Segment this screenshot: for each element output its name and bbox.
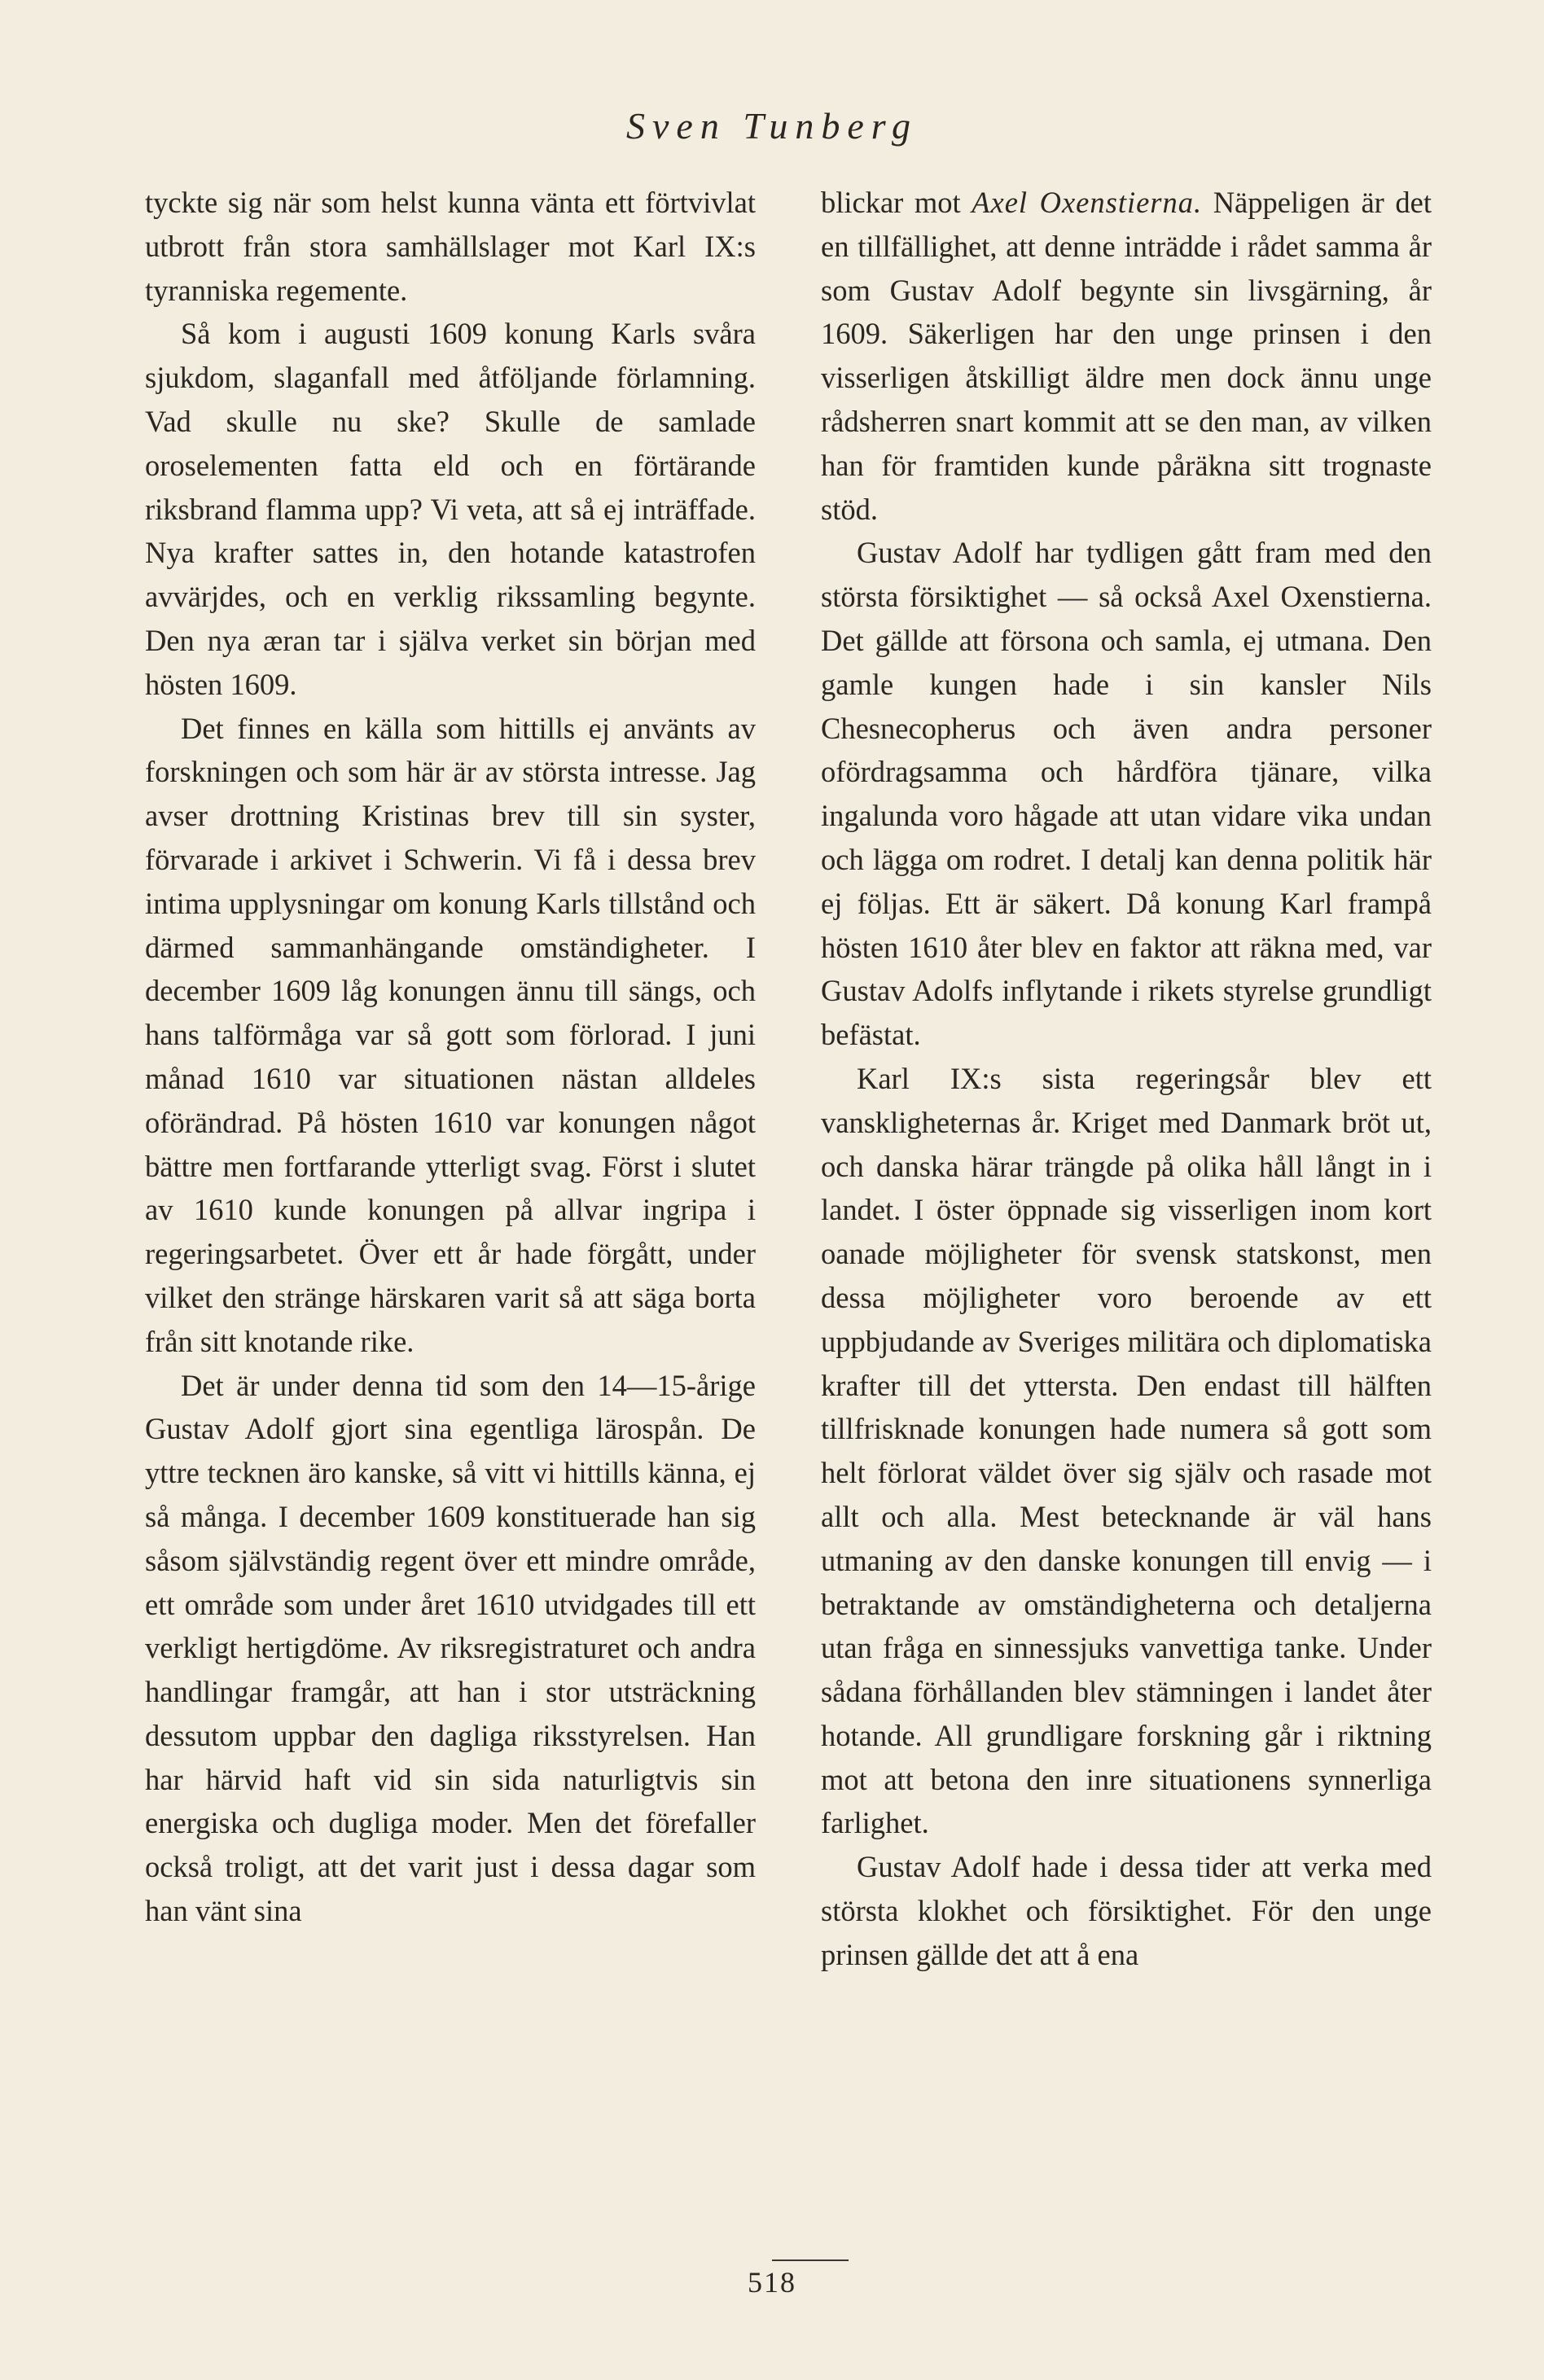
right-paragraph-1-start: blickar mot	[821, 186, 972, 219]
right-paragraph-2: Gustav Adolf har tydligen gått fram med den största försiktighet — så också Axel Oxenstierna. Det gällde att försona och samla, ej utmana. Den gamle kungen hade i sin kansler Nils Chesnecopherus och även andra personer ofördragsamma och hårdföra tjänare, vilka ingalunda voro hågade att utan vidare vika undan och lägga om rodret. I detalj kan denna politik här ej följas. Ett är säkert. Då konung Karl frampå hösten 1610 åter blev en faktor att räkna med, var Gustav Adolfs inflytande i rikets styrelse grundligt befästat.	[821, 536, 1432, 1052]
right-paragraph-1-rest: Näppeligen är det en tillfällighet, att denne inträdde i rådet samma år som Gustav Adolf begynte sin livsgärning, år 1609. Säkerligen har den unge prinsen i den visserligen åtskilligt äldre men dock ännu unge rådsherren snart kommit att se den man, av vilken han för framtiden kunde påräkna sitt trognaste stöd.	[821, 186, 1432, 526]
left-paragraph-2: Så kom i augusti 1609 konung Karls svåra sjukdom, slaganfall med åtföljande förlamning. Vad skulle nu ske? Skulle de samlade oroselementen fatta eld och en förtärande riksbrand flamma upp? Vi veta, att så ej inträffade. Nya krafter sattes in, den hotande katastrofen avvärjdes, och en verklig rikssamling begynte. Den nya æran tar i själva verket sin början med hösten 1609.	[145, 317, 756, 701]
right-paragraph-3: Karl IX:s sista regeringsår blev ett vanskligheternas år. Kriget med Danmark bröt ut, och danska härar trängde på olika håll långt in i landet. I öster öppnade sig visserligen inom kort oanade möjligheter för svensk statskonst, men dessa möjligheter voro beroende av ett uppbjudande av Sveriges militära och diplomatiska krafter till det yttersta. Den endast till hälften tillfrisknade konungen hade numera så gott som helt förlorat väldet över sig själv och rasade mot allt och alla. Mest betecknande är väl hans utmaning av den danske konungen till envig — i betraktande av omständigheterna och detaljerna utan fråga en sinnessjuks vanvettiga tanke. Under sådana förhållanden blev stämningen i landet åter hotande. All grundligare forskning går i riktning mot att betona den inre situationens synnerliga farlighet.	[821, 1061, 1432, 1840]
person-name-axel-oxenstierna: Axel Oxenstierna.	[972, 186, 1203, 219]
left-paragraph-1: tyckte sig när som helst kunna vänta ett förtvivlat utbrott från stora samhällslager mot Karl IX:s tyranniska regemente.	[145, 186, 756, 307]
right-paragraph-1	[821, 181, 1432, 531]
right-paragraph-4: Gustav Adolf hade i dessa tider att verka med största klokhet och försiktighet. För den unge prinsen gällde det att å ena	[821, 1850, 1432, 1971]
left-column	[145, 181, 756, 1933]
page-number: 518	[748, 2266, 796, 2299]
running-header: Sven Tunberg	[626, 105, 918, 147]
left-paragraph-4: Det är under denna tid som den 14—15-årige Gustav Adolf gjort sina egentliga lärospån. De yttre tecknen äro kanske, så vitt vi hittills känna, ej så många. I december 1609 konstituerade han sig såsom självständig regent över ett mindre område, ett område som under året 1610 utvidgades till ett verkligt hertigdöme. Av riksregistraturet och andra handlingar framgår, att han i stor utsträckning dessutom uppbar den dagliga riksstyrelsen. Han har härvid haft vid sin sida naturligtvis sin energiska och dugliga moder. Men det förefaller också troligt, att det varit just i dessa dagar som han vänt sina	[145, 1368, 756, 1928]
left-paragraph-3: Det finnes en källa som hittills ej använts av forskningen och som här är av största intresse. Jag avser drottning Kristinas brev till sin syster, förvarade i arkivet i Schwerin. Vi få i dessa brev intima upplysningar om konung Karls tillstånd och därmed sammanhängande omständigheter. I december 1609 låg konungen ännu till sängs, och hans talförmåga var så gott som förlorad. I juni månad 1610 var situationen nästan alldeles oförändrad. På hösten 1610 var konungen något bättre men fortfarande ytterligt svag. Först i slutet av 1610 kunde konungen på allvar ingripa i regeringsarbetet. Över ett år hade förgått, under vilket den stränge härskaren varit så att säga borta från sitt knotande rike.	[145, 711, 756, 1358]
right-column	[821, 181, 1432, 1977]
footer-rule	[772, 2259, 849, 2261]
